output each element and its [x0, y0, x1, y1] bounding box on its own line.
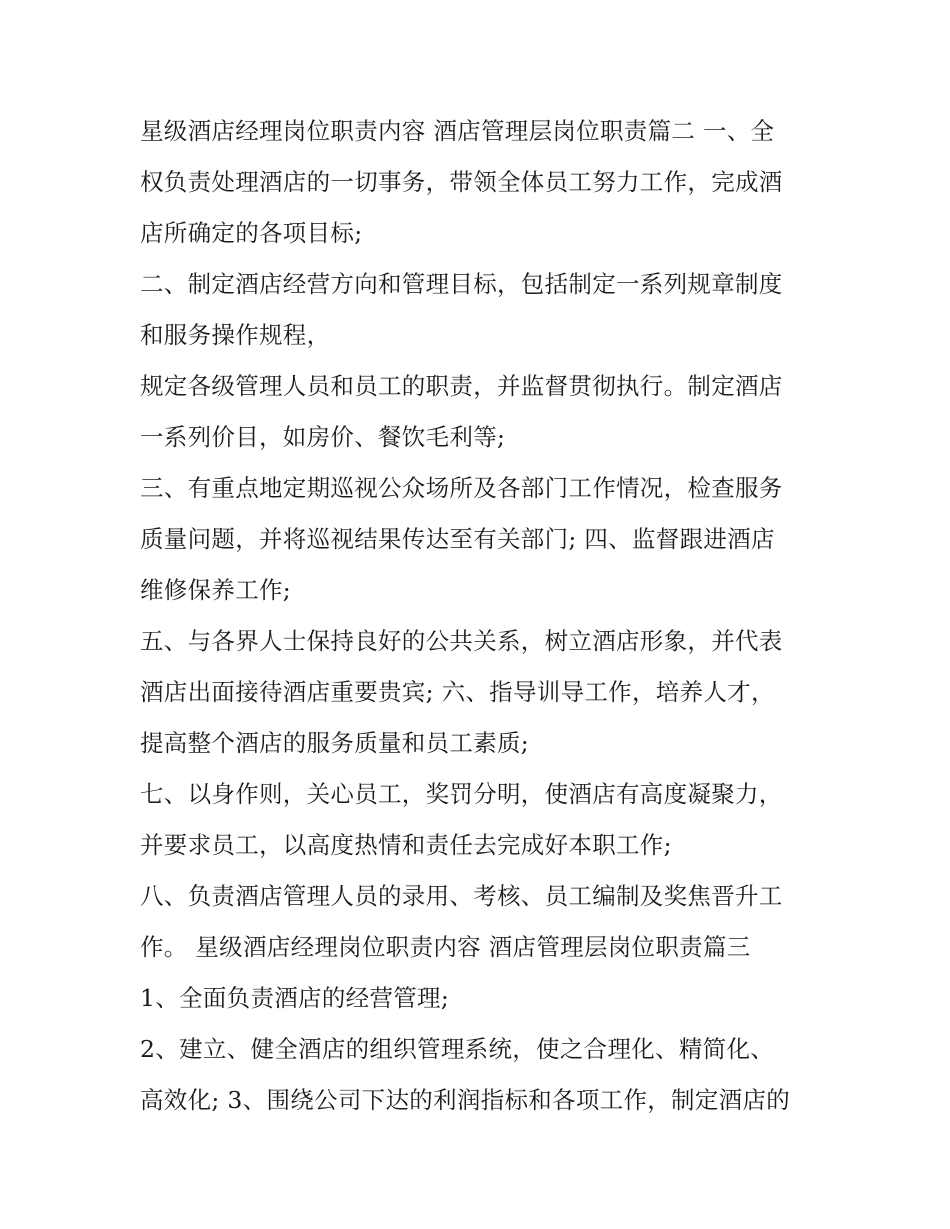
text-line: 一系列价目，如房价、餐饮毛利等;: [140, 423, 506, 451]
text-line: 店所确定的各项目标;: [140, 219, 363, 247]
paragraph-2: [140, 259, 820, 361]
paragraph-4: [140, 463, 820, 616]
paragraph-9: [140, 1024, 820, 1126]
text-line: 作。 星级酒店经理岗位职责内容 酒店管理层岗位职责篇三: [140, 933, 751, 961]
text-line: 维修保养工作;: [140, 576, 292, 604]
text-line: 酒店出面接待酒店重要贵宾; 六、指导训导工作，培养人才，: [140, 678, 775, 706]
text-line: 权负责处理酒店的一切事务，带领全体员工努力工作，完成酒: [140, 168, 783, 196]
document-body: [140, 106, 820, 1126]
text-line: 高效化; 3、围绕公司下达的利润指标和各项工作，制定酒店的: [140, 1086, 791, 1114]
text-line: 提高整个酒店的服务质量和员工素质;: [140, 729, 530, 757]
paragraph-7: [140, 871, 820, 973]
text-line: 七、以身作则，关心员工，奖罚分明，使酒店有高度凝聚力，: [140, 780, 783, 808]
paragraph-3: [140, 361, 820, 463]
text-line: 星级酒店经理岗位职责内容 酒店管理层岗位职责篇二 一、全: [140, 117, 775, 145]
text-line: 2、建立、健全酒店的组织管理系统，使之合理化、精简化、: [140, 1035, 775, 1063]
text-line: 并要求员工，以高度热情和责任去完成好本职工作;: [140, 831, 672, 859]
text-line: 八、负责酒店管理人员的录用、考核、员工编制及奖焦晋升工: [140, 882, 783, 910]
paragraph-8: [140, 973, 820, 1024]
text-line: 规定各级管理人员和员工的职责，并监督贯彻执行。制定酒店: [140, 372, 783, 400]
text-line: 1、全面负责酒店的经营管理;: [140, 984, 450, 1012]
text-line: 二、制定酒店经营方向和管理目标，包括制定一系列规章制度: [140, 270, 783, 298]
paragraph-1: [140, 106, 820, 259]
paragraph-5: [140, 616, 820, 769]
text-line: 质量问题，并将巡视结果传达至有关部门; 四、监督跟进酒店: [140, 525, 775, 553]
text-line: 三、有重点地定期巡视公众场所及各部门工作情况，检查服务: [140, 474, 783, 502]
text-line: 五、与各界人士保持良好的公共关系，树立酒店形象，并代表: [140, 627, 783, 655]
text-line: 和服务操作规程，: [140, 321, 331, 349]
paragraph-6: [140, 769, 820, 871]
